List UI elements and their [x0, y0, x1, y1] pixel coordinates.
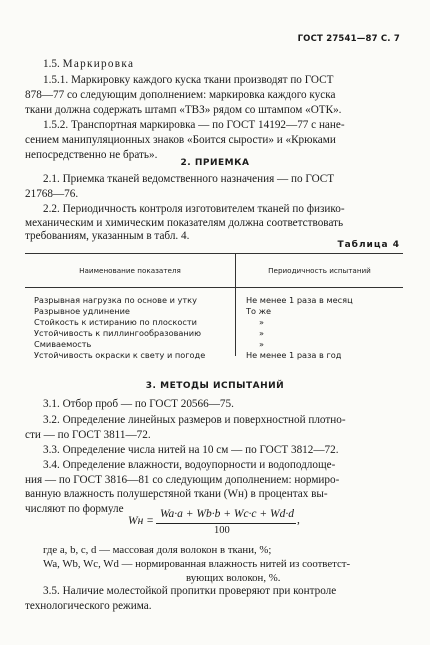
- table-cell: »: [259, 339, 265, 349]
- table-column-divider: [235, 253, 236, 356]
- definition-line: Wa, Wb, Wc, Wd — нормированная влажность нитей из соответст-: [43, 558, 351, 570]
- paragraph-line: ванную влажность полушерстяной ткани (Wн) в процентах вы-: [25, 488, 328, 500]
- table-cell: Стойкость к истиранию по плоскости: [34, 317, 197, 327]
- table-cell: Не менее 1 раза в месяц: [246, 295, 353, 305]
- paragraph-line: 3.1. Отбор проб — по ГОСТ 20566—75.: [43, 398, 234, 410]
- formula-lhs: Wн =: [128, 515, 154, 527]
- table-cell: »: [259, 328, 265, 338]
- table-cell: То же: [246, 306, 272, 316]
- paragraph-line: 1.5.2. Транспортная маркировка — по ГОСТ 14192—77 с нане-: [43, 119, 345, 131]
- paragraph-line: сти — по ГОСТ 3811—72.: [25, 429, 151, 441]
- table-cell: Устойчивость к пиллингообразованию: [34, 328, 202, 338]
- paragraph-line: непосредственно не брать».: [25, 149, 158, 161]
- paragraph-line: 878—77 со следующим дополнением: маркировка каждого куска: [25, 89, 336, 101]
- paragraph-line: 3.5. Наличие молестойкой пропитки проверяют при контроле: [43, 585, 337, 597]
- section-methods-heading: 3. МЕТОДЫ ИСПЫТАНИЙ: [145, 381, 285, 391]
- table-cell: Устойчивость окраски к свету и погоде: [34, 350, 206, 360]
- table-caption: Таблица 4: [337, 240, 400, 250]
- table-cell: »: [259, 317, 265, 327]
- definition-line: вующих волокон, %.: [186, 572, 281, 584]
- table-cell: Не менее 1 раза в год: [246, 350, 342, 360]
- paragraph-line: 21768—76.: [25, 188, 79, 200]
- formula-numerator: Wa·a + Wb·b + Wc·c + Wd·d: [160, 508, 295, 520]
- paragraph-line: механическим и химическим показателям должна соответствовать: [25, 217, 344, 229]
- section-title: Маркировка: [62, 58, 135, 70]
- formula-denominator: 100: [214, 525, 230, 536]
- section-acceptance-heading: 2. ПРИЕМКА: [180, 158, 250, 168]
- formula-comma: ,: [297, 514, 300, 526]
- paragraph-line: ткани должна содержать штамп «ТВЗ» рядом со штампом «ОТК».: [25, 104, 342, 116]
- table-header-rule: [25, 287, 403, 288]
- paragraph-line: требованиям, указанным в табл. 4.: [25, 230, 190, 242]
- table-cell: Разрывная нагрузка по основе и утку: [34, 295, 197, 305]
- page-header: ГОСТ 27541—87 С. 7: [297, 34, 400, 44]
- table-column-header: Наименование показателя: [79, 266, 181, 275]
- paragraph-line: 1.5.1. Маркировку каждого куска ткани производят по ГОСТ: [43, 74, 334, 86]
- paragraph-line: числяют по формуле: [25, 503, 124, 515]
- paragraph-line: 2.2. Периодичность контроля изготовителем тканей по физико-: [43, 203, 345, 215]
- paragraph-line: 3.3. Определение числа нитей на 10 см — по ГОСТ 3812—72.: [43, 444, 339, 456]
- table-column-header: Периодичность испытаний: [268, 266, 371, 275]
- paragraph-line: 3.4. Определение влажности, водоупорности и водоподлоще-: [43, 459, 336, 471]
- definition-line: где a, b, c, d — массовая доля волокон в ткани, %;: [43, 544, 272, 556]
- formula-fraction-bar: [156, 523, 296, 524]
- paragraph-line: ния — по ГОСТ 3816—81 со следующим дополнением: нормиро-: [25, 474, 340, 486]
- paragraph-line: технологического режима.: [25, 600, 152, 612]
- paragraph-line: 3.2. Определение линейных размеров и поверхностной плотно-: [43, 414, 346, 426]
- table-cell: Смиваемость: [34, 339, 92, 349]
- table-cell: Разрывное удлинение: [34, 306, 130, 316]
- paragraph-line: 2.1. Приемка тканей ведомственного назначения — по ГОСТ: [43, 173, 335, 185]
- table-top-rule: [25, 253, 403, 254]
- paragraph-line: сением манипуляционных знаков «Боится сырости» и «Крюками: [25, 134, 336, 146]
- section-marking-title: [43, 58, 134, 71]
- section-number: 1.5.: [43, 58, 60, 70]
